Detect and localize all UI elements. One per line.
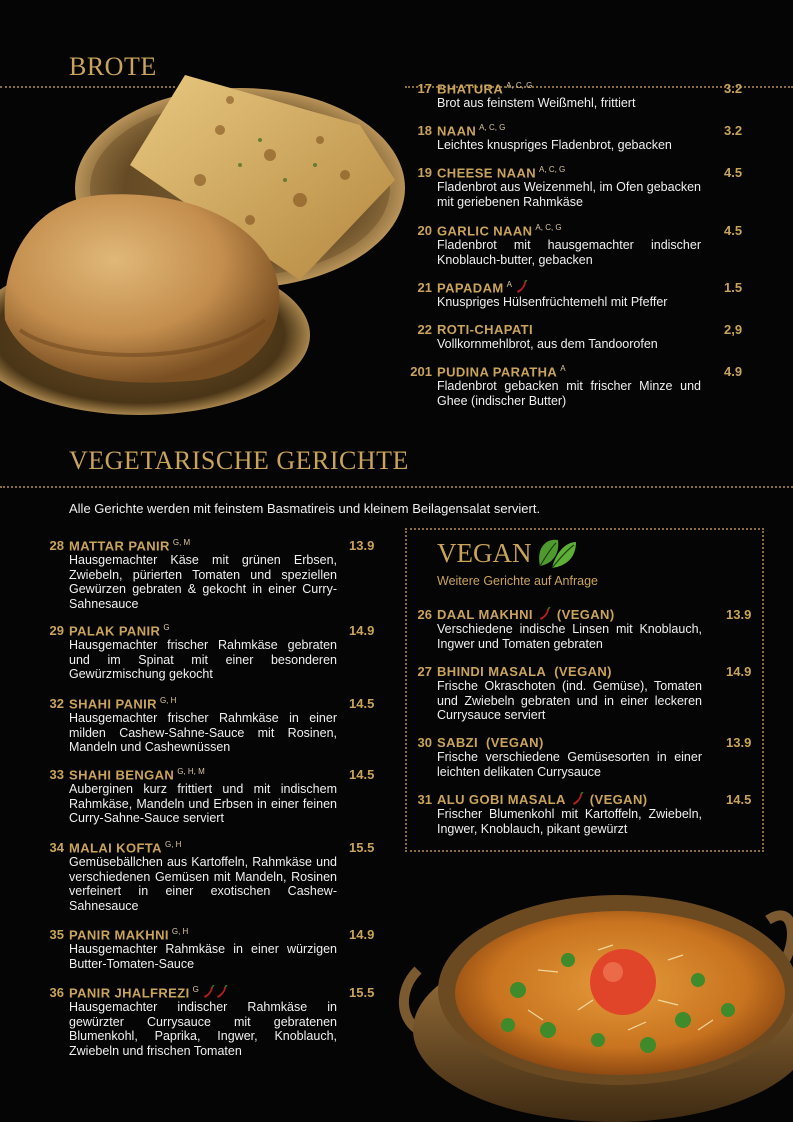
item-description: Hausgemachter Rahmkäse in einer würzigen Butter-Tomaten-Sauce	[69, 942, 337, 971]
menu-item-18	[380, 123, 745, 153]
menu-item-36	[12, 985, 382, 1060]
menu-item-32	[12, 696, 382, 756]
vegan-tag: (VEGAN)	[589, 792, 648, 807]
allergen-codes: G, M	[172, 538, 191, 547]
menu-item-31	[380, 792, 760, 837]
item-price: 4.5	[724, 165, 743, 180]
menu-item-21	[380, 280, 745, 310]
item-description: Brot aus feinstem Weißmehl, frittiert	[437, 96, 636, 110]
item-name: BHINDI MASALA (VEGAN)	[437, 664, 612, 679]
item-price: 15.5	[349, 840, 375, 855]
chili-icon	[516, 280, 528, 294]
item-price: 14.5	[349, 696, 375, 711]
item-price: 15.5	[349, 985, 375, 1000]
item-description: Frische verschiedene Gemüsesorten in einer leichten delikaten Currysauce	[437, 750, 702, 779]
item-name: PAPADAM $^A$	[437, 280, 528, 295]
item-number: 17	[417, 81, 432, 96]
item-number: 36	[49, 985, 64, 1000]
chili-icon	[539, 607, 551, 621]
item-number: 33	[49, 767, 64, 782]
item-number: 34	[49, 840, 64, 855]
menu-item-26	[380, 607, 760, 652]
item-number: 22	[417, 322, 432, 337]
item-price: 1.5	[724, 280, 743, 295]
item-description: Leichtes knuspriges Fladenbrot, gebacken	[437, 138, 672, 152]
section-title-vegan	[437, 538, 532, 569]
intro-text: Alle Gerichte werden mit feinstem Basmatireis und kleinem Beilagensalat serviert.	[69, 501, 541, 516]
item-number: 29	[49, 623, 64, 638]
vegan-tag: (VEGAN)	[486, 735, 544, 750]
item-description: Frische Okraschoten (ind. Gemüse), Tomaten und Zwiebeln gebraten und in einer leckeren Currysauce serviert	[437, 679, 702, 723]
chili-icon	[572, 792, 584, 806]
item-name: ALU GOBI MASALA (VEGAN)	[437, 792, 648, 807]
item-description: Fladenbrot gebacken mit frischer Minze und Ghee (indischer Butter)	[437, 379, 701, 408]
item-number: 32	[49, 696, 64, 711]
vegan-subtitle: Weitere Gerichte auf Anfrage	[437, 574, 598, 588]
item-price: 13.9	[726, 735, 752, 750]
allergen-codes: G	[163, 623, 170, 632]
curry-photo	[398, 860, 793, 1122]
item-description: Fladenbrot mit hausgemachter indischer Knoblauch-butter, gebacken	[437, 238, 701, 267]
item-price: 13.9	[726, 607, 752, 622]
item-price: 3.2	[724, 123, 743, 138]
item-price: 14.9	[726, 664, 752, 679]
menu-item-35	[12, 927, 382, 972]
section-title-brote: BROTE	[69, 52, 157, 81]
item-price: 2,9	[724, 322, 743, 337]
chili-icon	[203, 985, 215, 999]
menu-item-34	[12, 840, 382, 915]
item-description: Hausgemachter frischer Rahmkäse in einer milden Cashew-Sahne-Sauce mit Rosinen, Mandeln und Cashewnüssen	[69, 711, 337, 755]
item-price: 14.5	[349, 767, 375, 782]
allergen-codes: A, C, G	[479, 123, 506, 132]
item-name: SHAHI BENGAN $^{G, H, M}$	[69, 767, 205, 783]
menu-item-22	[380, 322, 745, 352]
item-number: 35	[49, 927, 64, 942]
menu-item-201	[380, 364, 745, 409]
menu-item-27	[380, 664, 760, 724]
item-price: 14.9	[349, 623, 375, 638]
allergen-codes: G, H, M	[177, 767, 205, 776]
menu-item-19	[380, 165, 745, 210]
allergen-codes: G, H	[164, 840, 182, 849]
item-number: 30	[417, 735, 432, 750]
leaf-icon	[536, 536, 578, 570]
menu-item-33	[12, 767, 382, 827]
item-name: PALAK PANIR $^G$	[69, 623, 170, 639]
vegan-tag: (VEGAN)	[554, 664, 612, 679]
divider-brote	[0, 86, 175, 88]
item-number: 19	[417, 165, 432, 180]
item-name: SHAHI PANIR $^{G, H}$	[69, 696, 177, 712]
item-number: 27	[417, 664, 432, 679]
item-number: 21	[417, 280, 432, 295]
item-description: Auberginen kurz frittiert und mit indischem Rahmkäse, Mandeln und Erbsen in einer feinen Curry-Sahne-Sauce serviert	[69, 782, 337, 826]
vegan-tag: (VEGAN)	[556, 607, 615, 622]
item-name: MATTAR PANIR $^{G, M}$	[69, 538, 191, 554]
item-description: Frischer Blumenkohl mit Kartoffeln, Zwiebeln, Ingwer, Knoblauch, pikant gewürzt	[437, 807, 702, 836]
menu-item-30	[380, 735, 760, 780]
item-name: BHATURA $^{A, C, G}$	[437, 81, 533, 97]
chili-icon	[216, 985, 228, 999]
item-name: NAAN $^{A, C, G}$	[437, 123, 506, 139]
allergen-codes: G	[192, 985, 199, 994]
menu-item-20	[380, 223, 745, 268]
item-number: 28	[49, 538, 64, 553]
item-name: PANIR MAKHNI $^{G, H}$	[69, 927, 189, 943]
item-number: 31	[417, 792, 432, 807]
item-number: 26	[417, 607, 432, 622]
allergen-codes: G, H	[159, 696, 177, 705]
item-number: 18	[417, 123, 432, 138]
item-number: 20	[417, 223, 432, 238]
item-description: Vollkornmehlbrot, aus dem Tandoorofen	[437, 337, 658, 351]
item-name: CHEESE NAAN $^{A, C, G}$	[437, 165, 566, 181]
item-description: Knuspriges Hülsenfrüchtemehl mit Pfeffer	[437, 295, 668, 309]
item-price: 4.9	[724, 364, 743, 379]
item-description: Gemüsebällchen aus Kartoffeln, Rahmkäse und verschiedenen Gemüsen mit Mandeln, Rosinen verfeinert in einer exotischen Cashew-Sahnesauce	[69, 855, 337, 913]
vegan-title-text: VEGAN	[437, 538, 532, 568]
allergen-codes: A, C, G	[535, 223, 562, 232]
allergen-codes: A	[506, 280, 512, 289]
item-name: DAAL MAKHNI (VEGAN)	[437, 607, 615, 622]
item-price: 3.2	[724, 81, 743, 96]
item-description: Fladenbrot aus Weizenmehl, im Ofen gebacken mit geriebenen Rahmkäse	[437, 180, 701, 209]
item-name: PANIR JHALFREZI $^G$	[69, 985, 228, 1000]
menu-item-28	[12, 538, 382, 613]
item-name: PUDINA PARATHA $^A$	[437, 364, 566, 380]
item-price: 14.5	[726, 792, 752, 807]
allergen-codes: A, C, G	[539, 165, 566, 174]
bread-photo	[0, 70, 410, 415]
item-number: 201	[410, 364, 432, 379]
item-name: MALAI KOFTA $^{G, H}$	[69, 840, 182, 856]
item-description: Hausgemachter Käse mit grünen Erbsen, Zwiebeln, pürierten Tomaten und speziellen Gewürzen gebraten & gekocht in einer Curry-Sahnesauce	[69, 553, 337, 611]
item-description: Hausgemachter frischer Rahmkäse gebraten und im Spinat mit einer besonderen Gewürzmischung gekocht	[69, 638, 337, 682]
menu-item-29	[12, 623, 382, 683]
item-price: 14.9	[349, 927, 375, 942]
allergen-codes: A	[560, 364, 566, 373]
allergen-codes: A, C, G	[506, 81, 533, 90]
item-name: ROTI-CHAPATI	[437, 322, 534, 337]
item-price: 4.5	[724, 223, 743, 238]
item-price: 13.9	[349, 538, 375, 553]
item-description: Hausgemachter indischer Rahmkäse in gewürzter Currysauce mit gebratenen Blumenkohl, Paprika, Ingwer, Knoblauch, Zwiebeln und frischen Tomaten	[69, 1000, 337, 1058]
item-description: Verschiedene indische Linsen mit Knoblauch, Ingwer und Tomaten gebraten	[437, 622, 702, 651]
divider-vegetarisch	[0, 486, 793, 488]
section-title-vegetarisch: VEGETARISCHE GERICHTE	[69, 446, 409, 475]
item-name: GARLIC NAAN $^{A, C, G}$	[437, 223, 562, 239]
allergen-codes: G, H	[171, 927, 189, 936]
item-name: SABZI (VEGAN)	[437, 735, 544, 750]
menu-item-17	[380, 81, 745, 111]
